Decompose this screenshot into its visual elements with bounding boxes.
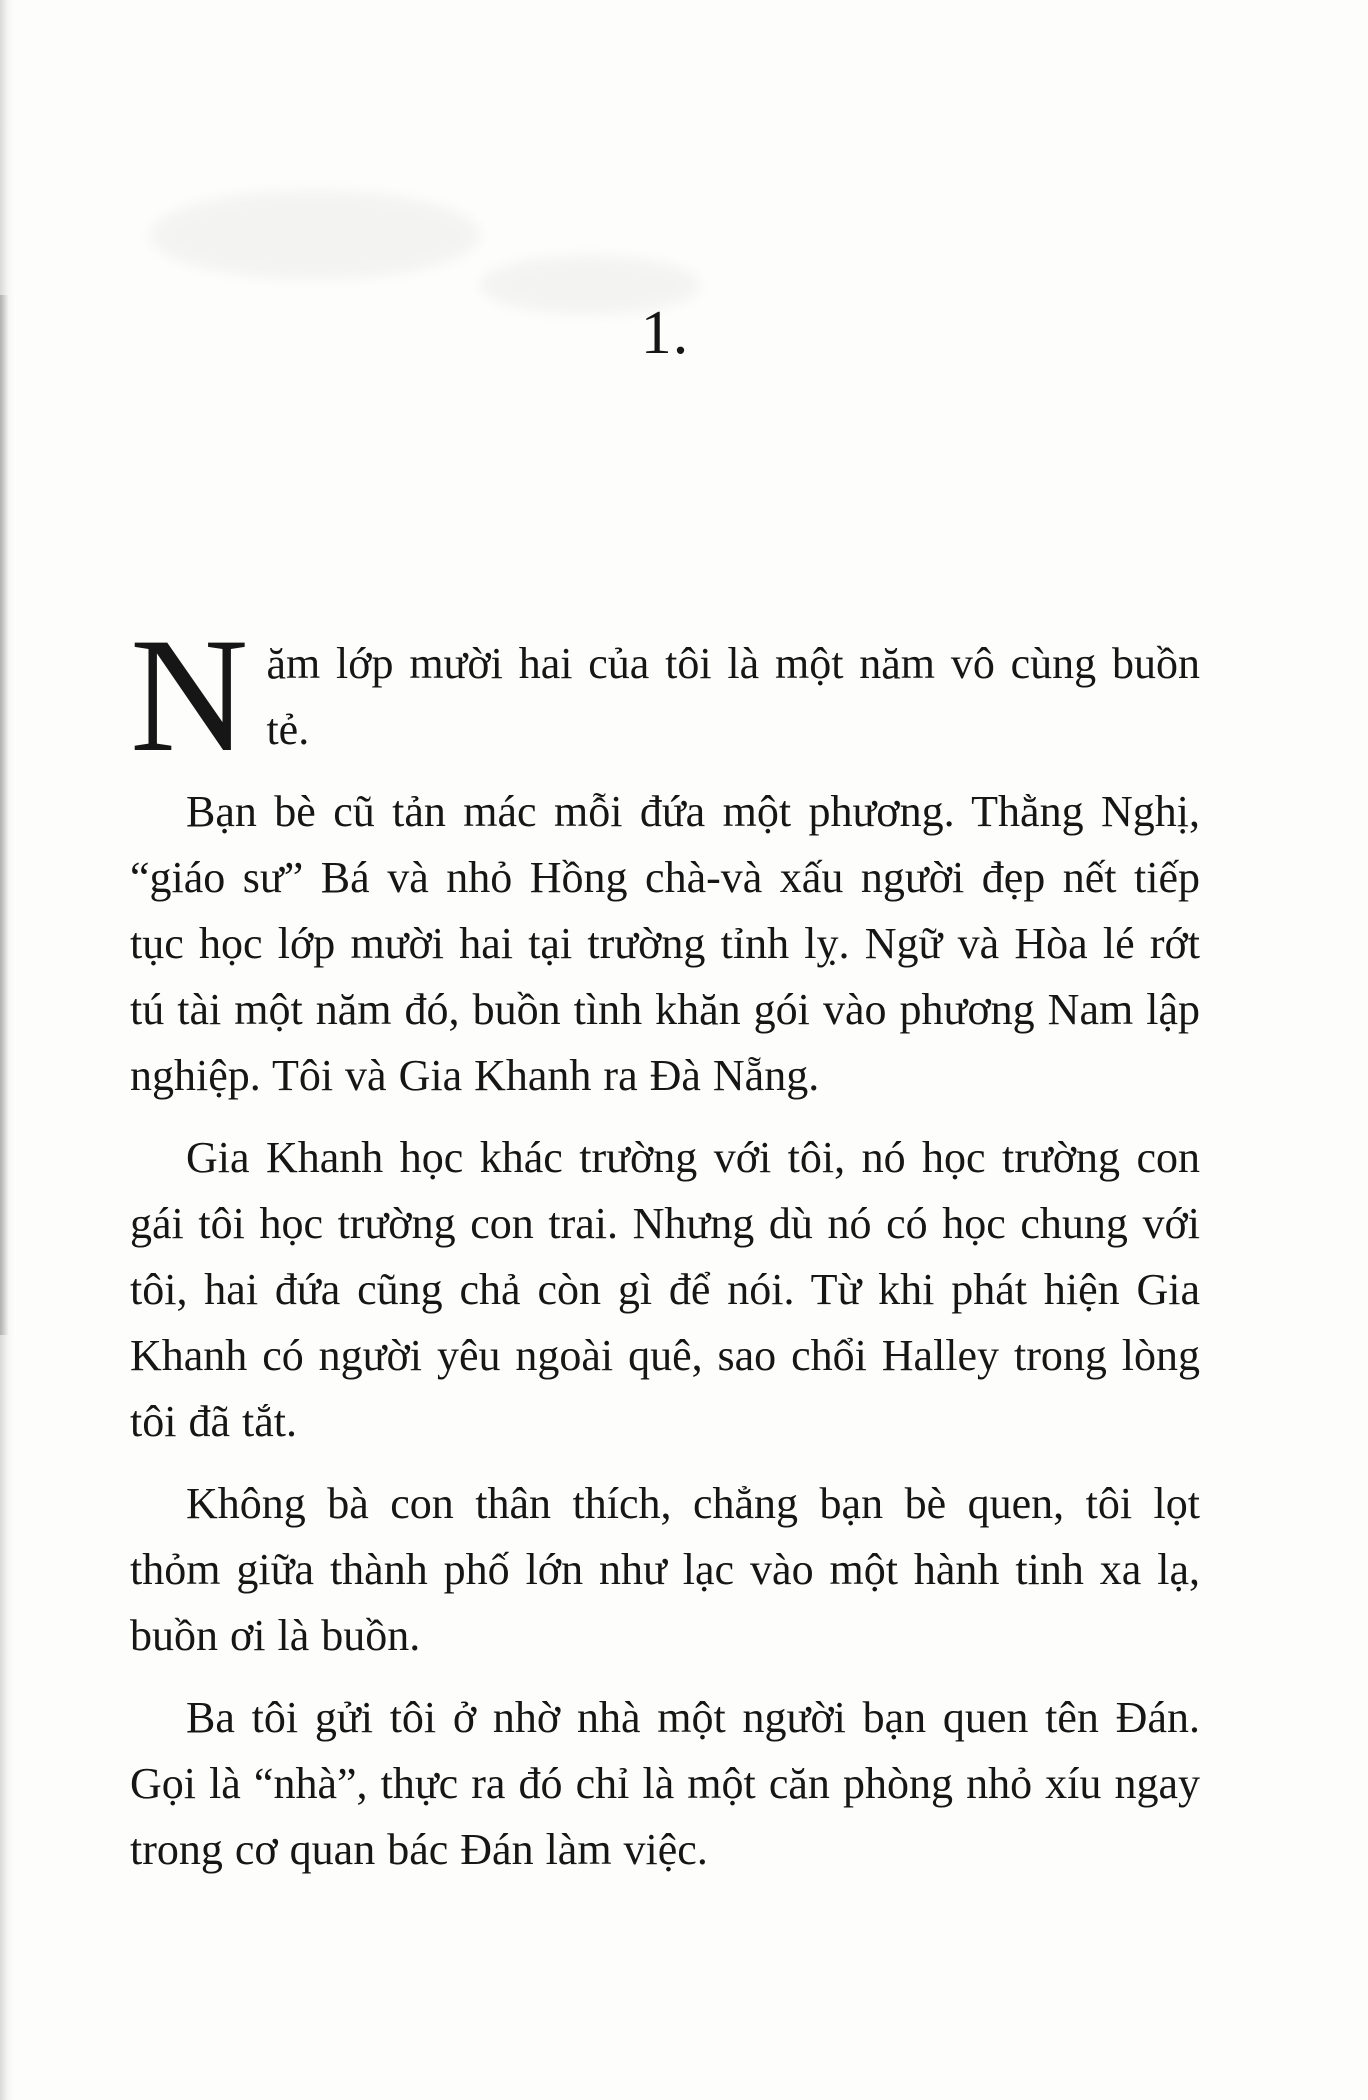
paragraph: Không bà con thân thích, chẳng bạn bè quen, tôi lọt thỏm giữa thành phố lớn như lạc vào một hành tinh xa lạ, buồn ơi là buồn. bbox=[130, 1479, 1200, 1661]
chapter-number: 1. bbox=[640, 299, 690, 367]
paragraph: Ba tôi gửi tôi ở nhờ nhà một người bạn quen tên Đán. Gọi là “nhà”, thực ra đó chỉ là một căn phòng nhỏ xíu ngay trong cơ quan bác Đán làm việc. bbox=[130, 1693, 1200, 1875]
dropcap-letter: N bbox=[130, 605, 249, 787]
paragraph bbox=[130, 605, 1200, 787]
paragraph: Bạn bè cũ tản mác mỗi đứa một phương. Thằng Nghị, “giáo sư” Bá và nhỏ Hồng chà-và xấu người đẹp nết tiếp tục học lớp mười hai tại trường tỉnh lỵ. Ngữ và Hòa lé rớt tú tài một năm đó, buồn tình khăn gói vào phương Nam lập nghiệp. Tôi và Gia Khanh ra Đà Nẵng. bbox=[130, 787, 1200, 1101]
paragraph-text: ăm lớp mười hai của tôi là một năm vô cùng buồn tẻ. bbox=[266, 639, 1200, 755]
paragraph: Gia Khanh học khác trường với tôi, nó học trường con gái tôi học trường con trai. Nhưng dù nó có học chung với tôi, hai đứa cũng chả còn gì để nói. Từ khi phát hiện Gia Khanh có người yêu ngoài quê, sao chổi Halley trong lòng tôi đã tắt. bbox=[130, 1133, 1200, 1447]
